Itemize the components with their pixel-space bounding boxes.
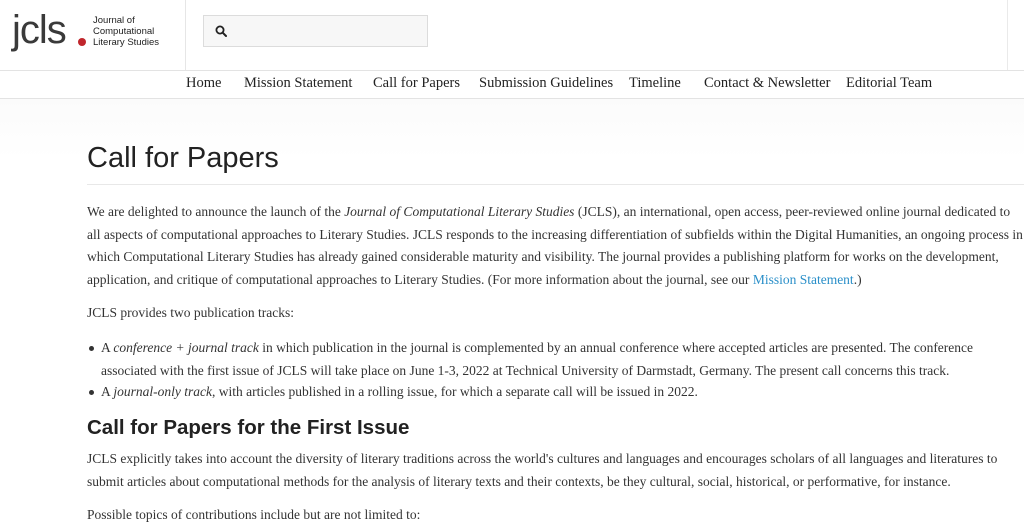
- journal-name: Journal of Computational Literary Studies: [344, 204, 575, 219]
- site-header: [0, 0, 1024, 70]
- search-icon[interactable]: [215, 25, 227, 37]
- intro-paragraph: [87, 201, 1024, 291]
- mission-statement-link[interactable]: Mission Statement: [752, 271, 854, 287]
- logo-subtitle: [93, 15, 183, 48]
- page-title: Call for Papers: [87, 142, 279, 174]
- track-2-prefix: A: [101, 384, 114, 399]
- topics-intro: Possible topics of contributions include but are not limited to:: [87, 507, 421, 522]
- list-item: [87, 381, 1024, 404]
- nav-home[interactable]: Home: [186, 75, 222, 91]
- nav-submission-guidelines[interactable]: Submission Guidelines: [479, 75, 614, 91]
- nav-editorial-team[interactable]: Editorial Team: [846, 75, 933, 91]
- section-title: Call for Papers for the First Issue: [87, 416, 410, 439]
- section-paragraph: JCLS explicitly takes into account the diversity of literary traditions across the world's cultures and languages and encourages scholars of all languages and literatures to submit articles about computational methods for the analysis of literary texts and their contexts, be they cultural, social, historical, or performative, for instance.: [87, 451, 998, 489]
- main-nav: [0, 70, 1024, 99]
- tracks-intro: JCLS provides two publication tracks:: [87, 305, 294, 320]
- nav-timeline[interactable]: Timeline: [629, 75, 681, 91]
- track-1-name: conference + journal track: [113, 340, 259, 355]
- nav-contact-newsletter[interactable]: Contact & Newsletter: [704, 75, 831, 91]
- nav-call-for-papers[interactable]: Call for Papers: [373, 75, 460, 91]
- title-divider: [87, 184, 1024, 185]
- site-logo[interactable]: [0, 0, 186, 70]
- intro-text-2: (JCLS), an international, open access, peer-reviewed online journal dedicated to all aspects of computational approaches to Literary Studies. JCLS responds to the increasing differentiation of subfields within the Digital Humanities, an ongoing process in which Computational Literary Studies has already gained considerable maturity and visibility. The journal provides a publishing platform for works on the development, application, and critique of computational approaches to Literary Studies. (For more information about the journal, see our: [87, 204, 1023, 287]
- search-input[interactable]: [203, 15, 428, 47]
- logo-line-1: Journal of: [93, 15, 135, 26]
- track-1-prefix: A: [101, 340, 114, 355]
- track-1-text: in which publication in the journal is complemented by an annual conference where accepted articles are presented. The conference associated with the first issue of JCLS will take place on June 1-3, 2022 at Technical University of Darmstadt, Germany. The present call concerns this track.: [101, 340, 974, 378]
- logo-dot: [78, 38, 86, 46]
- logo-line-2: Computational: [93, 26, 155, 37]
- intro-text-1: We are delighted to announce the launch of the: [87, 204, 345, 219]
- header-divider: [1007, 0, 1008, 70]
- track-2-text: , with articles published in a rolling issue, for which a separate call will be issued in 2022.: [212, 384, 698, 399]
- list-item: [87, 337, 1024, 382]
- intro-text-3: .): [853, 271, 862, 287]
- track-2-name: journal-only track: [113, 384, 212, 399]
- logo-line-3: Literary Studies: [93, 37, 160, 48]
- nav-mission-statement[interactable]: Mission Statement: [244, 75, 353, 91]
- logo-wordmark: jcls: [12, 8, 66, 52]
